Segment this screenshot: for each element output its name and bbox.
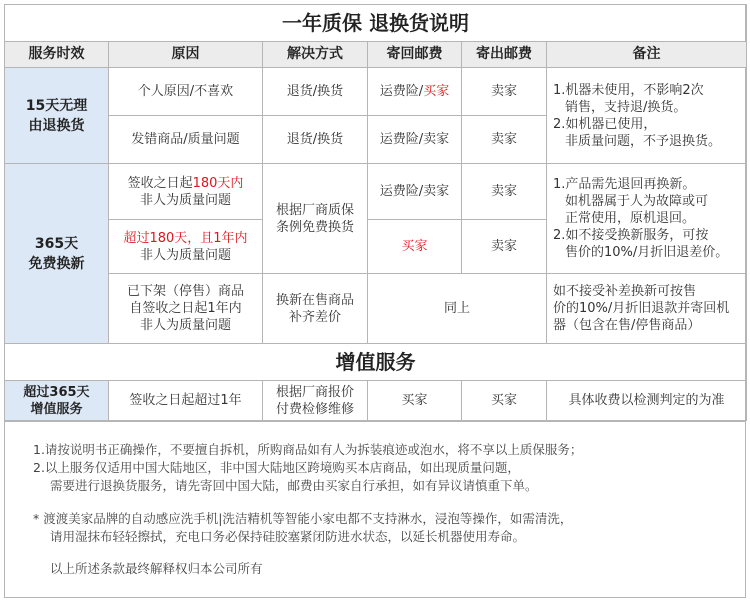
send-postage-cell: 卖家 bbox=[462, 164, 547, 220]
header-return-postage: 寄回邮费 bbox=[368, 42, 462, 68]
remark-line: 正常使用，原机退回。 bbox=[565, 211, 696, 226]
remarks-cell bbox=[547, 274, 747, 344]
return-postage-cell: 运费险/卖家 bbox=[368, 116, 462, 164]
reason-text: 签收之日起 bbox=[127, 175, 193, 191]
service-over-365-line2: 增值服务 bbox=[30, 401, 83, 417]
header-send-postage: 寄出邮费 bbox=[462, 42, 547, 68]
reason-text: 非人为质量问题 bbox=[139, 192, 231, 208]
reason-cell: 签收之日起超过1年 bbox=[109, 381, 263, 421]
postage-cell: 同上 bbox=[368, 274, 547, 344]
remark-line: 如不接受补差换新可按售 bbox=[553, 284, 697, 299]
remark-line: 2.如机器已使用， bbox=[553, 116, 657, 132]
remarks-cell bbox=[547, 68, 747, 164]
solution-cell bbox=[263, 164, 368, 274]
note-line: 请用湿抹布轻轻擦拭，充电口务必保持硅胶塞紧闭防进水状态，以延长机器使用寿命。 bbox=[50, 529, 526, 544]
send-postage-cell: 买家 bbox=[462, 381, 547, 421]
solution-cell bbox=[263, 274, 368, 344]
return-postage-cell: 运费险/卖家 bbox=[368, 164, 462, 220]
solution-cell bbox=[263, 381, 368, 421]
table-row bbox=[5, 274, 747, 344]
remarks-cell: 具体收费以检测判定的为准 bbox=[547, 381, 747, 421]
send-postage-cell: 卖家 bbox=[462, 68, 547, 116]
remark-line: 2.如不接受换新服务，可按 bbox=[553, 228, 709, 243]
return-postage-part: 运费险/ bbox=[379, 84, 424, 99]
remark-line: 非质量问题，不予退换货。 bbox=[565, 133, 722, 149]
solution-cell: 退货/换货 bbox=[263, 116, 368, 164]
solution-line: 根据厂商质保 bbox=[275, 202, 354, 218]
return-postage-cell: 买家 bbox=[368, 220, 462, 274]
remark-line: 销售，支持退/换货。 bbox=[565, 99, 687, 115]
service-365-line2: 免费换新 bbox=[28, 255, 85, 272]
header-solution: 解决方式 bbox=[263, 42, 368, 68]
reason-cell: 个人原因/不喜欢 bbox=[109, 68, 263, 116]
reason-highlight: 180天内 bbox=[192, 175, 244, 191]
reason-highlight: 超过180天，且1年内 bbox=[123, 230, 248, 246]
service-15-days: 15天无理由退换货 bbox=[5, 68, 109, 164]
remark-line: 器（包含在售/停售商品） bbox=[553, 318, 701, 333]
table-row bbox=[5, 164, 747, 220]
reason-cell bbox=[109, 274, 263, 344]
solution-line: 付费检修维修 bbox=[275, 401, 354, 417]
service-365-line1: 365天 bbox=[34, 235, 79, 252]
send-postage-cell: 卖家 bbox=[462, 116, 547, 164]
note-line: 1.请按说明书正确操作，不要擅自拆机，所购商品如有人为拆装痕迹或泡水，将不享以上质保服务； bbox=[33, 442, 583, 457]
warranty-table bbox=[4, 4, 747, 421]
table-row bbox=[5, 381, 747, 421]
solution-line: 条例免费换货 bbox=[275, 219, 354, 235]
return-postage-buyer: 买家 bbox=[423, 84, 450, 99]
reason-cell: 发错商品/质量问题 bbox=[109, 116, 263, 164]
solution-line: 换新在售商品 bbox=[275, 292, 354, 308]
service-over-365-line1: 超过365天 bbox=[23, 384, 90, 400]
disclaimer: 以上所述条款最终解释权归本公司所有 bbox=[50, 561, 263, 576]
terms-notes bbox=[4, 421, 746, 598]
remark-line: 售价的10%/月折旧退差价。 bbox=[565, 245, 729, 260]
return-postage-cell bbox=[368, 68, 462, 116]
remark-line: 1.产品需先退回再换新。 bbox=[553, 177, 696, 192]
remarks-cell bbox=[547, 164, 747, 274]
table-row bbox=[5, 68, 747, 116]
return-postage-cell: 买家 bbox=[368, 381, 462, 421]
header-service-period: 服务时效 bbox=[5, 42, 109, 68]
header-remarks: 备注 bbox=[547, 42, 747, 68]
remark-line: 1.机器未使用，不影响2次 bbox=[553, 82, 704, 98]
reason-text: 自签收之日起1年内 bbox=[129, 301, 242, 316]
remark-line: 价的10%/月折旧退款并寄回机 bbox=[553, 301, 730, 316]
page-title: 一年质保 退换货说明 bbox=[5, 5, 747, 42]
send-postage-cell: 卖家 bbox=[462, 220, 547, 274]
solution-line: 补齐差价 bbox=[288, 309, 341, 325]
note-line: 需要进行退换货服务，请先寄回中国大陆，邮费由买家自行承担，如有异议请慎重下单。 bbox=[50, 478, 538, 493]
reason-cell bbox=[109, 220, 263, 274]
note-line: 2.以上服务仅适用中国大陆地区，非中国大陆地区跨境购买本店商品，如出现质量问题， bbox=[33, 460, 520, 475]
reason-text: 非人为质量问题 bbox=[139, 247, 231, 263]
note-line: * 渡渡美家品牌的自动感应洗手机|洗洁精机等智能小家电都不支持淋水，浸泡等操作，如需清洗， bbox=[33, 511, 573, 526]
remark-line: 如机器属于人为故障或可 bbox=[565, 194, 709, 209]
reason-cell bbox=[109, 164, 263, 220]
table-header bbox=[5, 42, 747, 68]
service-365-days bbox=[5, 164, 109, 344]
header-reason: 原因 bbox=[109, 42, 263, 68]
value-added-title: 增值服务 bbox=[5, 344, 747, 381]
solution-cell: 退货/换货 bbox=[263, 68, 368, 116]
reason-text: 已下架（停售）商品 bbox=[126, 284, 244, 299]
solution-line: 根据厂商报价 bbox=[275, 384, 354, 400]
reason-text: 非人为质量问题 bbox=[139, 318, 231, 333]
service-over-365 bbox=[5, 381, 109, 421]
